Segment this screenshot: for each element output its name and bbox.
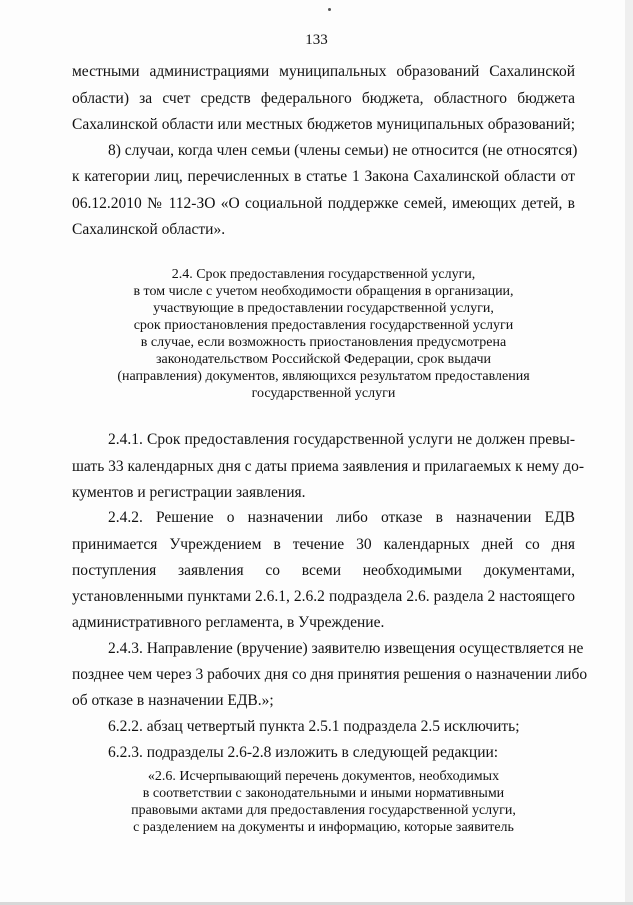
section-heading-line: с разделением на документы и информацию, которые заявитель (133, 820, 514, 835)
section-heading-line: (направления) документов, являющихся результатом предоставления (117, 369, 530, 384)
section-heading-line: в случае, если возможность приостановления предусмотрена (140, 335, 507, 350)
section-heading-line: в соответствии с законодательными и иными нормативными (142, 786, 505, 801)
text-line: принимается Учреждением в течение 30 календарных дней со дня (72, 536, 575, 553)
section-heading-line: правовыми актами для предоставления государственной услуги, (131, 803, 516, 818)
text-line: кументов и регистрации заявления. (72, 484, 306, 501)
section-heading-line: законодательством Российской Федерации, срок выдачи (156, 352, 491, 367)
section-heading-line: государственной услуги (251, 386, 396, 401)
text-line: области) за счет средств федерального бюджета, областного бюджета (72, 90, 575, 107)
text-line: 2.4.2. Решение о назначении либо отказе в назначении ЕДВ (108, 509, 575, 526)
text-line: позднее чем через 3 рабочих дня со дня принятия решения о назначении либо (72, 666, 588, 683)
section-heading-line: срок приостановления предоставления государственной услуги (133, 318, 514, 333)
text-line: к категории лиц, перечисленных в статье 1 Закона Сахалинской области от (72, 168, 575, 185)
text-line: Сахалинской области или местных бюджетов муниципальных образований; (72, 116, 575, 133)
section-heading-line: в том числе с учетом необходимости обращения в организации, (133, 284, 514, 299)
text-line: 06.12.2010 № 112-ЗО «О социальной поддержке семей, имеющих детей, в (72, 195, 575, 212)
scan-mark (328, 8, 331, 11)
text-line: 2.4.1. Срок предоставления государственной услуги не должен превы- (108, 431, 575, 448)
text-line: Сахалинской области». (72, 221, 226, 238)
text-line: поступления заявления со всеми необходимыми документами, (72, 562, 575, 579)
text-line: административного регламента, в Учреждение. (72, 614, 385, 631)
text-line: 6.2.2. абзац четвертый пункта 2.5.1 подраздела 2.5 исключить; (108, 718, 520, 735)
text-line: 8) случаи, когда член семьи (члены семьи) не относится (не относятся) (108, 142, 578, 159)
text-line: шать 33 календарных дня с даты приема заявления и прилагаемых к нему до- (72, 458, 584, 475)
section-heading-line: участвующие в предоставлении государственной услуги, (153, 301, 494, 316)
text-line: об отказе в назначении ЕДВ.»; (72, 692, 274, 709)
text-line: 6.2.3. подразделы 2.6-2.8 изложить в следующей редакции: (108, 744, 499, 761)
text-line: 2.4.3. Направление (вручение) заявителю извещения осуществляется не (108, 640, 584, 657)
text-line: установленными пунктами 2.6.1, 2.6.2 подраздела 2.6. раздела 2 настоящего (72, 588, 575, 605)
section-heading-line: «2.6. Исчерпывающий перечень документов, необходимых (147, 769, 500, 784)
page-number: 133 (305, 32, 328, 48)
section-heading-line: 2.4. Срок предоставления государственной услуги, (171, 267, 476, 282)
text-line: местными администрациями муниципальных образований Сахалинской (72, 63, 575, 80)
page-edge (625, 0, 633, 905)
